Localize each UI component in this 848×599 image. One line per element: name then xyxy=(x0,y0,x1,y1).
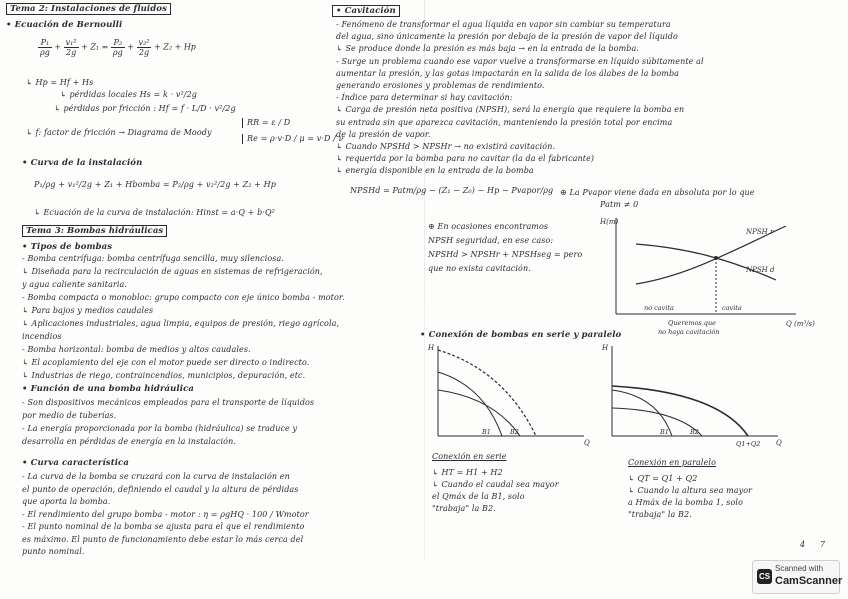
pump-type-line: ↳ El acoplamiento del eje con el motor puede ser directo o indirecto. xyxy=(22,358,310,367)
topic3-title: Tema 3: Bombas hidráulicas xyxy=(22,226,167,236)
pump-type-line: - Bomba compacta o monobloc: grupo compacto con eje único bomba - motor. xyxy=(22,293,345,302)
cavitation-line: ↳ Carga de presión neta positiva (NPSH), será la energía que requiere la bomba en xyxy=(336,105,685,115)
npsh-safety-line: que no exista cavitación. xyxy=(428,264,531,273)
npshd-note: ⊕ La Pvapor viene dada en absoluta por lo que xyxy=(560,188,755,197)
cavitation-line: de la presión de vapor. xyxy=(336,129,431,139)
parallel-note-line: ↳ QT = Q1 + Q2 xyxy=(628,474,698,483)
cavitation-line: - Índice para determinar si hay cavitación: xyxy=(336,93,513,103)
pump-type-line: - Bomba horizontal: bomba de medios y altos caudales. xyxy=(22,345,251,354)
series-caption: Conexión en serie xyxy=(432,452,507,461)
parallel-total-curve xyxy=(612,386,748,436)
characteristic-line: - El rendimiento del grupo bomba - motor : η = ρgHQ · 100 / Wmotor xyxy=(22,509,309,519)
bernoulli-equation: $\frac{\text{P₁}}{\rho g}$ + $\frac{\text{v₁²}}{2g}$ + Z₁ = $\frac{\text{P₂}}{\rho g}$ + $\frac{\text{v₂²}}{2g}$ + Z₂ + Hp xyxy=(40,38,196,57)
cav-label: cavita xyxy=(722,304,742,312)
local-losses: ↳ pérdidas locales Hs = k · v²/2g xyxy=(60,90,197,99)
curve-header: • Curva de la instalación xyxy=(22,158,143,168)
cavitation-line: su entrada sin que aparezca cavitación, manteniendo la presión total por encima xyxy=(336,117,673,127)
bernoulli-header: • Ecuación de Bernoulli xyxy=(6,20,123,30)
series-chart xyxy=(424,342,594,446)
series-ylabel: H xyxy=(428,344,435,352)
npshd-label: NPSH d xyxy=(746,266,775,274)
parallel-b2-curve xyxy=(612,408,702,436)
npsh-chart xyxy=(596,214,815,336)
range-note-1: Queremos que xyxy=(668,319,716,327)
pump-type-line: ↳ Diseñada para la recirculación de aguas en sistemas de refrigeración, xyxy=(22,267,323,276)
parallel-chart xyxy=(598,342,788,452)
series-b1-label: B1 xyxy=(482,428,491,436)
cavitation-line: aumentar la presión, y las gotas impactarán en la salida de los álabes de la bomba xyxy=(336,68,680,78)
hp-line: ↳ Hp = Hf + Hs xyxy=(26,78,94,87)
pump-function-line: - La energía proporcionada por la bomba (hidráulica) se traduce y xyxy=(22,424,298,433)
npsh-xlabel: Q (m³/s) xyxy=(786,320,815,328)
camscanner-brand-text: CamScanner xyxy=(775,575,843,587)
parallel-note-line: a Hmáx de la bomba 1, solo xyxy=(628,498,743,507)
cavitation-line: - Fenómeno de transformar el agua líquida en vapor sin cambiar su temperatura xyxy=(336,20,671,29)
npsh-safety-line: NPSH seguridad, en ese caso: xyxy=(428,236,554,245)
pump-function-line: por medio de tuberías. xyxy=(22,411,117,420)
friction-losses: ↳ pérdidas por fricción : Hf = f · L/D · v²/2g xyxy=(54,104,236,113)
page-number-left: 4 xyxy=(800,540,806,549)
cavitation-header: • Cavitación xyxy=(332,6,400,16)
characteristic-line: el punto de operación, definiendo el caudal y la altura de pérdidas xyxy=(22,484,299,494)
connection-header: • Conexión de bombas en serie y paralelo xyxy=(420,330,622,340)
characteristic-line: punto nominal. xyxy=(22,547,85,556)
re-equation: Re = ρ·v·D / μ = v·D / ν xyxy=(242,134,344,144)
series-xlabel: Q xyxy=(584,439,590,447)
cavitation-line: ↳ Se produce donde la presión es más baja → en la entrada de la bomba. xyxy=(336,44,639,54)
characteristic-line: es máximo. El punto de funcionamiento debe estar lo más cerca del xyxy=(22,534,304,544)
installation-curve-equation: P₁/ρg + v₁²/2g + Z₁ + Hbomba = P₂/ρg + v₂²/2g + Z₂ + Hp xyxy=(34,180,276,189)
camscanner-logo-icon: CS xyxy=(757,569,772,584)
npshd-equation: NPSHd = Patm/ρg − (Z₁ − Z₀) − Hp − Pvapor/ρg xyxy=(350,186,554,195)
series-b2-label: B2 xyxy=(510,428,519,436)
camscanner-badge xyxy=(752,560,843,594)
page-number-right: 7 xyxy=(820,540,826,549)
parallel-b2-label: B2 xyxy=(690,428,699,436)
pump-function-line: desarrolla en pérdidas de energía en la instalación. xyxy=(22,437,236,446)
series-note-line: ↳ Cuando el caudal sea mayor xyxy=(432,480,559,489)
parallel-qsum-label: Q1+Q2 xyxy=(736,440,761,448)
characteristic-header: • Curva característica xyxy=(22,458,129,468)
parallel-b1-label: B1 xyxy=(660,428,669,436)
npsh-safety-line: NPSHd > NPSHr + NPSHseg = pero xyxy=(428,250,583,259)
pump-type-line: y agua caliente sanitaria. xyxy=(22,280,128,289)
parallel-note-line: ↳ Cuando la altura sea mayor xyxy=(628,486,753,495)
npshr-label: NPSH r xyxy=(746,228,774,236)
parallel-caption: Conexión en paralelo xyxy=(628,458,716,467)
characteristic-line: que aporta la bomba. xyxy=(22,497,111,506)
pump-type-line: ↳ Industrias de riego, contraincendios, municipios, depuración, etc. xyxy=(22,371,306,380)
cavitation-line: del agua, sino únicamente la presión por debajo de la presión de vapor del líquido xyxy=(336,32,678,42)
series-note-line: el Qmáx de la B1, solo xyxy=(432,492,525,501)
rr-equation: RR = ε / D xyxy=(242,118,290,128)
series-b1-curve xyxy=(438,372,502,436)
cavitation-line: ↳ energía disponible en la entrada de la bomba xyxy=(336,166,534,176)
types-header: • Tipos de bombas xyxy=(22,242,113,252)
scanned-with-text: Scanned with xyxy=(775,564,824,573)
npshd-note-2: Patm ≠ 0 xyxy=(600,200,639,209)
pump-type-line: incendios xyxy=(22,332,62,341)
parallel-ylabel: H xyxy=(602,344,609,352)
installation-curve-note: ↳ Ecuación de la curva de instalación: Hinst = a·Q + b·Q² xyxy=(34,208,275,217)
moody-line: ↳ f: factor de fricción → Diagrama de Moody xyxy=(26,128,212,137)
parallel-note-line: "trabaja" la B2. xyxy=(628,510,692,519)
range-note-2: no haya cavitación xyxy=(658,328,720,336)
parallel-xlabel: Q xyxy=(776,439,782,447)
npsh-ylabel: H(m) xyxy=(600,218,619,226)
series-note-line: ↳ HT = H1 + H2 xyxy=(432,468,503,477)
pump-type-line: ↳ Aplicaciones industriales, agua limpia, equipos de presión, riego agrícola, xyxy=(22,319,340,328)
pump-type-line: - Bomba centrífuga: bomba centrífuga sencilla, muy silenciosa. xyxy=(22,254,285,263)
no-cav-label: no cavita xyxy=(644,304,674,312)
cavitation-line: - Surge un problema cuando ese vapor vuelve a transformarse en líquido súbitamente al xyxy=(336,56,704,66)
cavitation-line: ↳ requerida por la bomba para no cavitar (la da el fabricante) xyxy=(336,154,595,164)
characteristic-line: - La curva de la bomba se cruzará con la curva de instalación en xyxy=(22,472,290,481)
cavitation-line: ↳ Cuando NPSHd > NPSHr → no existirá cavitación. xyxy=(336,142,556,151)
cavitation-line: generando erosiones y problemas de rendimiento. xyxy=(336,81,545,90)
characteristic-line: - El punto nominal de la bomba se ajusta para el que el rendimiento xyxy=(22,522,305,531)
topic2-title: Tema 2: Instalaciones de fluidos xyxy=(6,4,171,14)
function-header: • Función de una bomba hidráulica xyxy=(22,384,194,394)
pump-type-line: ↳ Para bajos y medios caudales xyxy=(22,306,154,315)
pump-function-line: - Son dispositivos mecánicos empleados para el transporte de líquidos xyxy=(22,398,315,407)
series-note-line: "trabaja" la B2. xyxy=(432,504,496,513)
npsh-safety-line: ⊕ En ocasiones encontramos xyxy=(428,222,549,231)
npshd-curve xyxy=(636,244,776,280)
